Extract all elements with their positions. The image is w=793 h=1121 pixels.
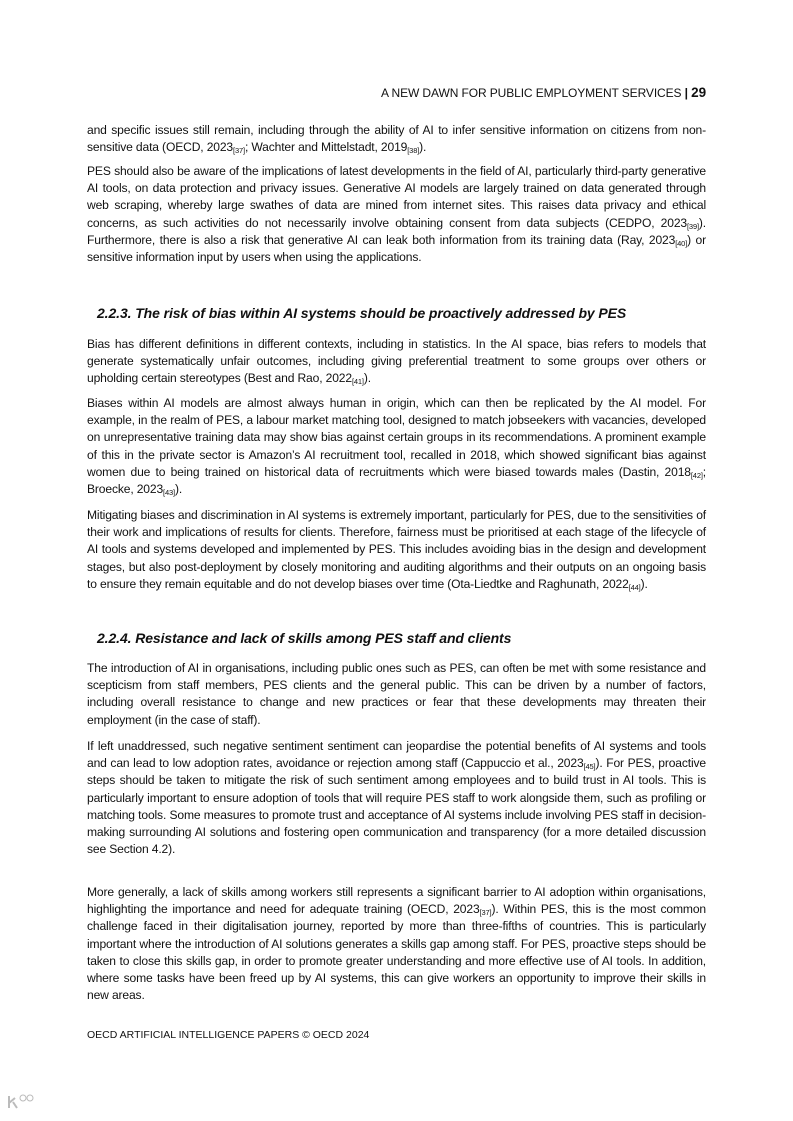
text-run: ; Wachter and Mittelstadt, 2019	[244, 140, 408, 155]
text-run: ).	[640, 576, 648, 591]
text-run: ). Furthermore, there is also a risk that generative AI can leak both information from its training data (Ray, 2023	[87, 215, 706, 247]
text-run: Bias has different definitions in different contexts, including in statistics. In the AI space, bias refers to models that generate systematically unfair outcomes, including giving preferential treatment to some groups over others or upholding certain stereotypes (Best and Rao, 2022	[87, 337, 706, 386]
section-heading: 2.2.4. Resistance and lack of skills among PES staff and clients	[97, 630, 512, 646]
watermark-logo	[7, 1094, 35, 1115]
paragraph	[87, 163, 706, 266]
text-run: The introduction of AI in organisations, including public ones such as PES, can often be met with some resistance and scepticism from staff members, PES clients and the general public. This can be driven by a number of factors, including overall resistance to change and new practices or fear that these developments may threaten their employment (in the case of staff).	[87, 661, 706, 727]
paragraph	[87, 738, 706, 858]
citation-ref: [40]	[675, 238, 688, 248]
paragraph	[87, 507, 706, 593]
text-run: ). Within PES, this is the most common challenge faced in their digitalisation journey, reported by more than three-fifths of countries. This is particularly important where the introduction of AI solutions generates a skills gap among staff. For PES, proactive steps should be taken to close this skills gap, in order to promote greater understanding and more effective use of AI tools. In addition, where some tasks have been freed up by AI systems, this can give workers an opportunity to improve their skills in new areas.	[87, 902, 706, 1003]
paragraph	[87, 122, 706, 156]
text-run: More generally, a lack of skills among workers still represents a significant barrier to AI adoption within organisations, highlighting the importance and need for adequate training (OECD, 2023	[87, 885, 706, 917]
text-run: Biases within AI models are almost always human in origin, which can then be replicated by the AI model. For example, in the realm of PES, a labour market matching tool, designed to match jobseekers with vacancies, developed on unrepresentative training data may show bias against certain groups in its recommendations. A prominent example of this in the private sector is Amazon’s AI recruitment tool, recalled in 2018, which showed significant bias against women due to being trained on historical data of recruitments which were biased towards males (Dastin, 2018	[87, 396, 706, 479]
citation-ref: [37]	[233, 146, 245, 156]
text-run: ).	[363, 371, 371, 386]
section-heading: 2.2.3. The risk of bias within AI systems should be proactively addressed by PES	[97, 305, 627, 321]
header-title: A NEW DAWN FOR PUBLIC EMPLOYMENT SERVICES	[381, 86, 682, 100]
paragraph	[87, 884, 706, 1004]
citation-ref: [45]	[583, 762, 596, 772]
text-run: ). For PES, proactive steps should be taken to mitigate the risk of such sentiment among employees and to build trust in AI tools. This is particularly important to ensure adoption of tools that will require PES staff to work alongside them, such as profiling or matching tools. Some measures to promote trust and acceptance of AI systems include involving PES staff in decision-making surrounding AI solutions and fostering open communication and transparency (for a more detailed discussion see Section 4.2).	[87, 756, 707, 857]
text-run: ) or sensitive information input by users when using the applications.	[87, 232, 707, 265]
page-footer: OECD ARTIFICIAL INTELLIGENCE PAPERS © OECD 2024	[87, 1029, 370, 1041]
citation-ref: [39]	[686, 221, 699, 231]
header-separator: |	[684, 86, 688, 100]
watermark-icon	[7, 1094, 35, 1110]
citation-ref: [41]	[351, 377, 364, 387]
running-header	[381, 85, 706, 100]
text-run: and specific issues still remain, including through the ability of AI to infer sensitive information on citizens from non-sensitive data (OECD, 2023	[87, 123, 706, 155]
citation-ref: [37]	[479, 908, 492, 918]
page-number: 29	[691, 85, 706, 100]
paragraph	[87, 336, 706, 388]
citation-ref: [43]	[163, 488, 175, 498]
text-run: ; Broecke, 2023	[87, 464, 706, 497]
text-run: If left unaddressed, such negative sentiment sentiment can jeopardise the potential benefits of AI systems and tools and can lead to low adoption rates, avoidance or rejection among staff (Cappuccio et al., 2023	[87, 739, 706, 771]
text-run: ).	[419, 140, 427, 155]
text-run: PES should also be aware of the implications of latest developments in the field of AI, particularly third-party generative AI tools, on data protection and privacy issues. Generative AI models are largely trained on data generated through web scraping, whereby large swathes of data are mined from internet sites. This raises data privacy and ethical concerns, as such activities do not necessarily involve obtaining consent from data subjects (CEDPO, 2023	[87, 164, 706, 230]
citation-ref: [44]	[628, 582, 641, 592]
text-run: ).	[174, 482, 183, 497]
paragraph	[87, 395, 706, 498]
paragraph	[87, 660, 706, 729]
citation-ref: [42]	[690, 470, 703, 480]
citation-ref: [38]	[407, 146, 420, 156]
text-run: Mitigating biases and discrimination in AI systems is extremely important, particularly for PES, due to the sensitivities of their work and implications of results for clients. Therefore, fairness must be prioritised at each stage of the lifecycle of AI tools and systems developed and implemented by PES. This includes avoiding bias in the design and development stages, but also post-deployment by closely monitoring and auditing algorithms and their outputs on an ongoing basis to ensure they remain equitable and do not develop biases over time (Ota-Liedtke and Raghunath, 2022	[87, 508, 706, 591]
